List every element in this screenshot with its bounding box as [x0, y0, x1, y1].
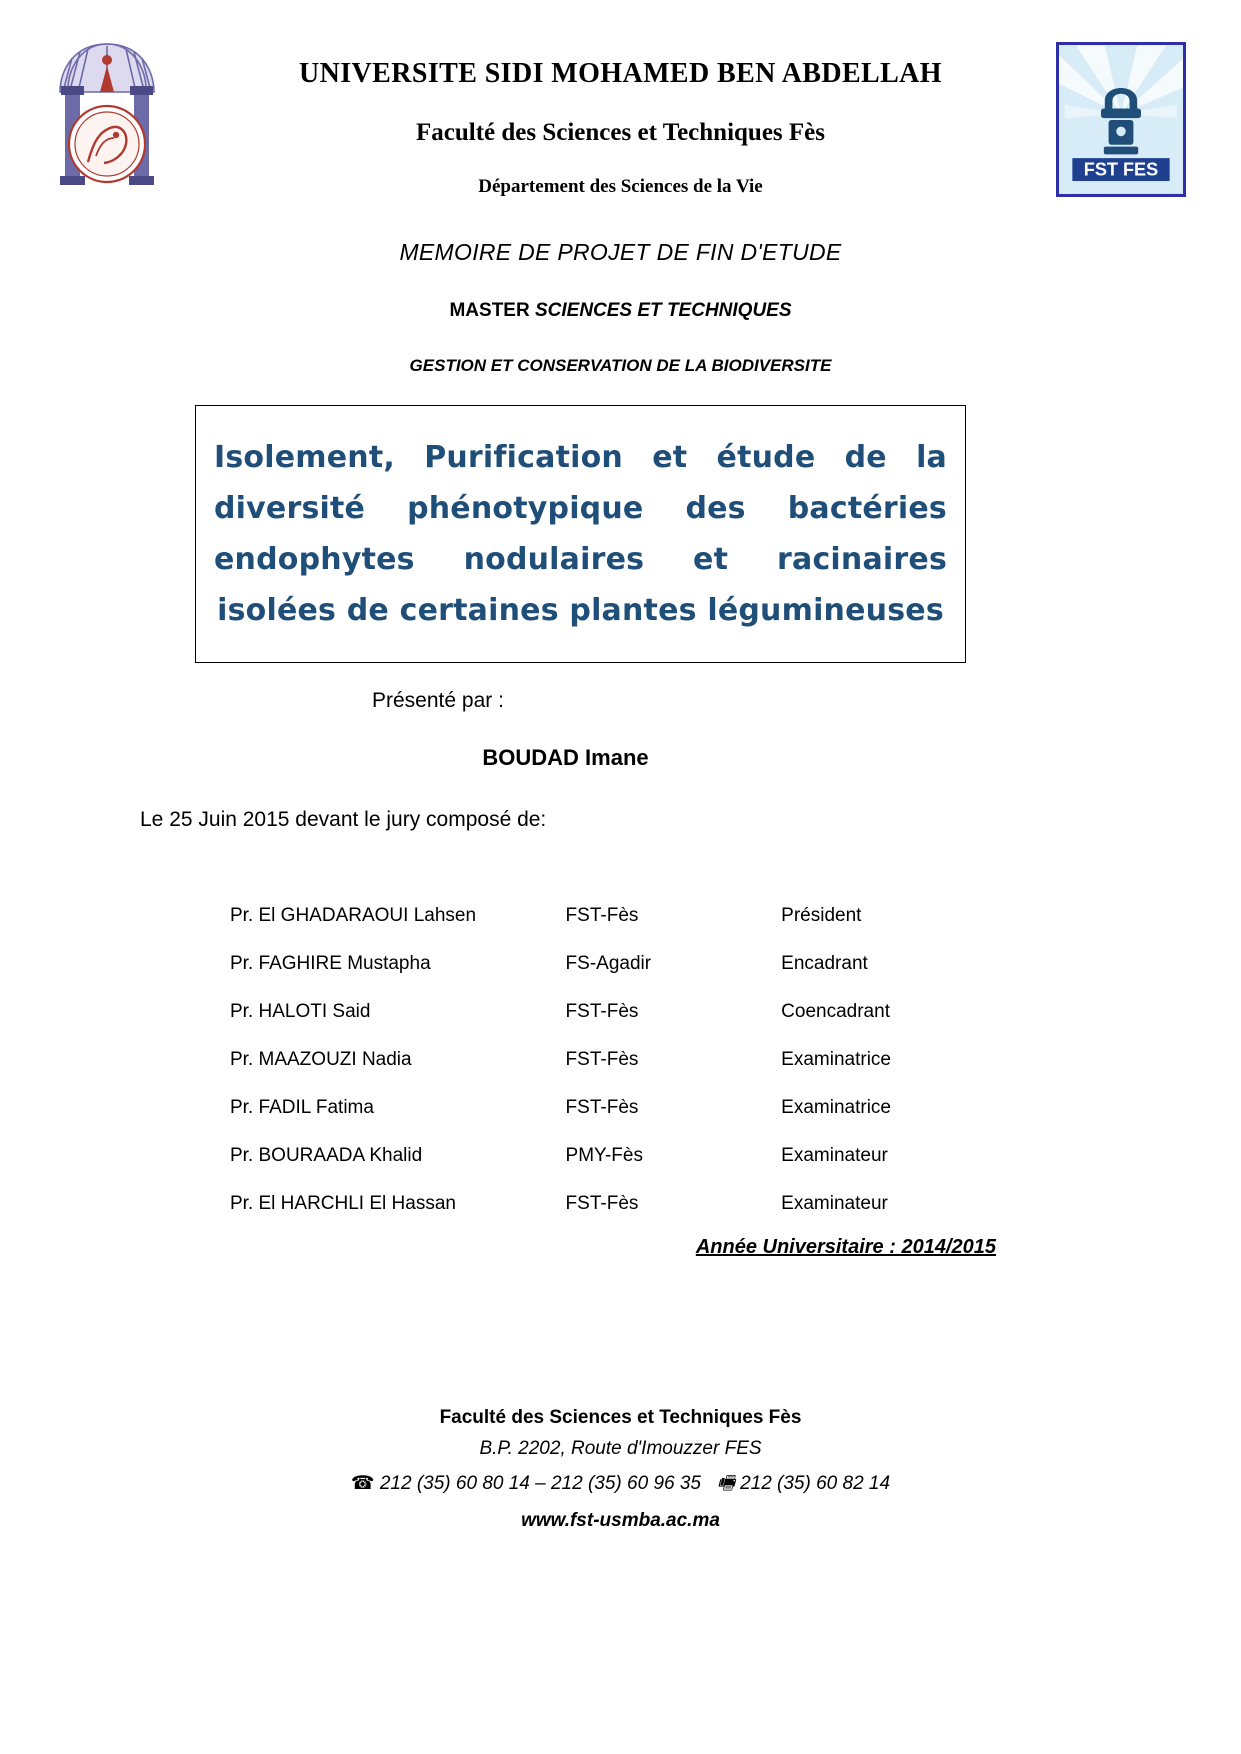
author-name: BOUDAD Imane [482, 745, 649, 770]
table-row [230, 1036, 990, 1084]
table-row [230, 988, 990, 1036]
footer-website[interactable]: www.fst-usmba.ac.ma [521, 1510, 720, 1531]
jury-member-name: Pr. FAGHIRE Mustapha [230, 953, 431, 974]
jury-table [230, 892, 990, 1228]
jury-member-name: Pr. HALOTI Said [230, 1001, 371, 1022]
svg-text:FST FES: FST FES [1083, 159, 1159, 180]
university-seal-icon [48, 36, 166, 196]
jury-member-affiliation: PMY-Fès [565, 1145, 643, 1166]
page-footer [0, 1407, 1241, 1532]
page-header [0, 0, 1241, 215]
footer-address: B.P. 2202, Route d'Imouzzer FES [479, 1438, 762, 1459]
jury-member-name: Pr. El GHADARAOUI Lahsen [230, 905, 477, 926]
university-name: UNIVERSITE SIDI MOHAMED BEN ABDELLAH [299, 58, 942, 89]
footer-contact [0, 1469, 1241, 1501]
specialty-name: GESTION ET CONSERVATION DE LA BIODIVERSITE [409, 356, 832, 375]
faculty-name: Faculté des Sciences et Techniques Fès [415, 119, 825, 146]
footer-fax: 212 (35) 60 82 14 [740, 1473, 891, 1494]
presented-by-label: Présenté par : [372, 689, 504, 712]
jury-member-role: Encadrant [781, 953, 868, 974]
jury-member-role: Examinateur [781, 1145, 888, 1166]
footer-phones: 212 (35) 60 80 14 – 212 (35) 60 96 35 [379, 1473, 701, 1494]
jury-member-name: Pr. El HARCHLI El Hassan [230, 1193, 456, 1214]
document-type: MEMOIRE DE PROJET DE FIN D'ETUDE [399, 239, 842, 265]
table-row [230, 1132, 990, 1180]
fst-fes-logo-icon [1056, 42, 1186, 197]
table-row [230, 940, 990, 988]
thesis-title: Isolement, Purification et étude de la diversité phénotypique des bactéries endophytes nodulaires et racinaires isolées de certaines plantes légumineuses [214, 440, 947, 628]
jury-member-affiliation: FST-Fès [565, 1049, 639, 1070]
table-row [230, 892, 990, 940]
master-name: SCIENCES ET TECHNIQUES [534, 300, 792, 321]
jury-member-affiliation: FS-Agadir [565, 953, 652, 974]
master-prefix: MASTER [449, 300, 535, 321]
thesis-title-box [195, 405, 966, 663]
jury-member-name: Pr. MAAZOUZI Nadia [230, 1049, 412, 1070]
jury-member-name: Pr. FADIL Fatima [230, 1097, 374, 1118]
jury-member-name: Pr. BOURAADA Khalid [230, 1145, 423, 1166]
jury-member-role: Examinatrice [781, 1097, 891, 1118]
table-row [230, 1084, 990, 1132]
department-name: Département des Sciences de la Vie [478, 176, 763, 197]
defense-date-line: Le 25 Juin 2015 devant le jury composé de: [140, 808, 547, 831]
footer-institution: Faculté des Sciences et Techniques Fès [439, 1407, 802, 1428]
fax-icon: 🖷 [716, 1472, 735, 1494]
academic-year: Année Universitaire : 2014/2015 [695, 1236, 996, 1258]
table-row [230, 1180, 990, 1228]
jury-member-affiliation: FST-Fès [565, 1097, 639, 1118]
jury-member-affiliation: FST-Fès [565, 1001, 639, 1022]
master-program [0, 300, 1241, 322]
phone-icon: ☎ [350, 1472, 375, 1494]
jury-member-role: Coencadrant [781, 1001, 890, 1022]
jury-member-role: Président [781, 905, 862, 926]
header-titles [200, 58, 1041, 198]
jury-member-affiliation: FST-Fès [565, 1193, 639, 1214]
jury-member-role: Examinatrice [781, 1049, 891, 1070]
jury-member-affiliation: FST-Fès [565, 905, 639, 926]
jury-member-role: Examinateur [781, 1193, 888, 1214]
